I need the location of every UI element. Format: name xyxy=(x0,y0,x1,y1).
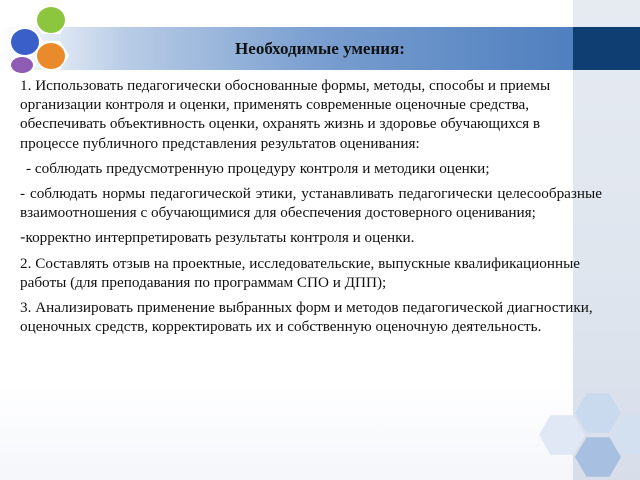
paragraph-4 xyxy=(20,228,602,247)
slide-title: Необходимые умения: xyxy=(235,39,405,58)
paragraph-2: - соблюдать предусмотренную процедуру контроля и методики оценки; xyxy=(26,159,490,177)
paragraph-5: 2. Составлять отзыв на проектные, исследовательские, выпускные квалификационные работы (для преподавания по программам СПО и ДПП); xyxy=(20,254,581,291)
paragraph-3: - соблюдать нормы педагогической этики, устанавливать педагогически целесообразные взаимоотношения с обучающимися для обеспечения достоверного оценивания; xyxy=(20,185,602,222)
bullet-marker: - xyxy=(20,228,26,247)
title-band-dark-end xyxy=(573,27,640,70)
paragraph-6: 3. Анализировать применение выбранных форм и методов педагогической диагностики, оценочных средств, корректировать их и собственную оценочную деятельность. xyxy=(20,299,593,336)
paragraph-4-text: корректно интерпретировать результаты контроля и оценки. xyxy=(25,229,415,247)
slide-body xyxy=(20,76,602,342)
hexagon-logo-icon xyxy=(0,0,80,80)
paragraph-1: 1. Использовать педагогически обоснованные формы, методы, способы и приемы организации контроля и оценки, применять современные оценочные средства, обеспечивать объективность оценки, охранять жизнь и здоровье обучающихся в процессе публичного представления результатов оценивания: xyxy=(20,77,551,152)
